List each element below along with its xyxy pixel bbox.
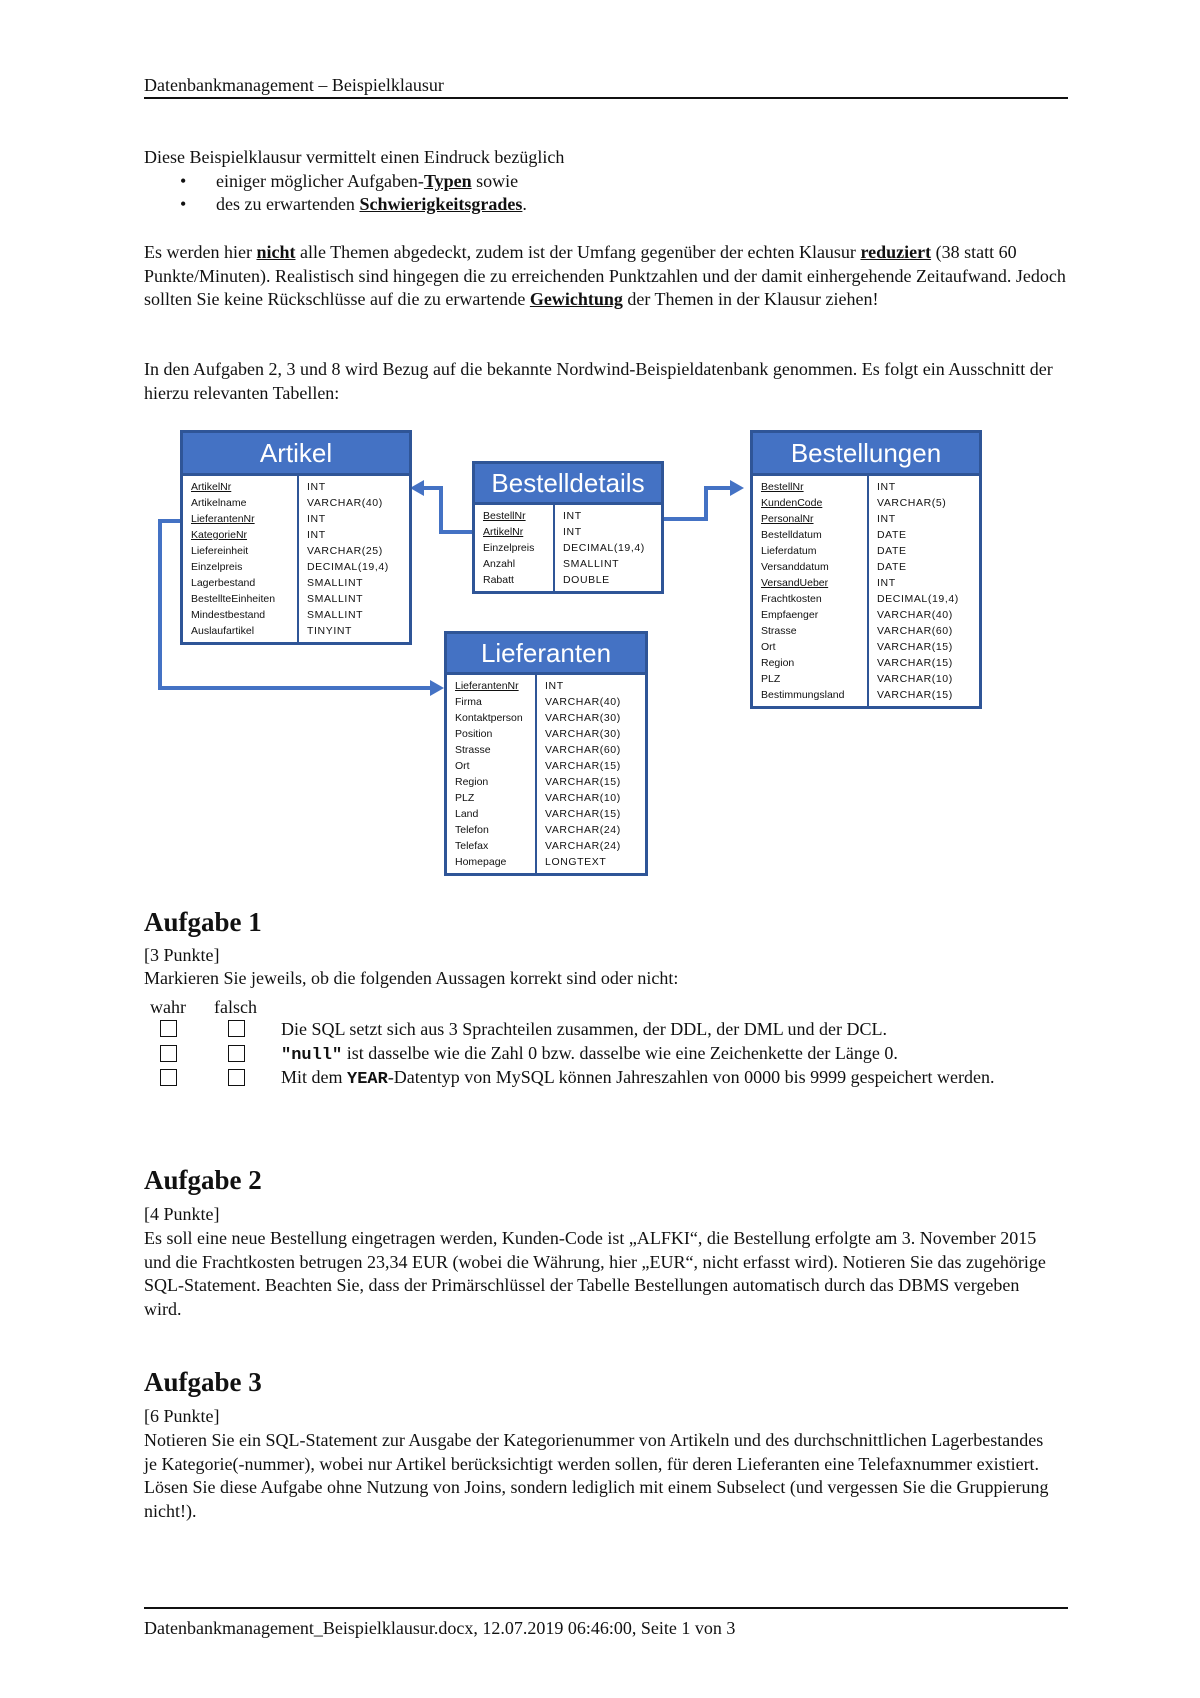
table-title: Bestelldetails — [475, 464, 661, 505]
field-type: INT — [563, 526, 582, 538]
field-name: Land — [455, 808, 479, 820]
field-name: Position — [455, 728, 493, 740]
table-lieferanten — [444, 631, 648, 876]
field-type: VARCHAR(15) — [545, 808, 621, 820]
field-type: VARCHAR(60) — [877, 625, 953, 637]
field-name: Empfaenger — [761, 609, 819, 621]
field-name: Telefax — [455, 840, 489, 852]
column-label-false: falsch — [214, 997, 257, 1017]
field-type: VARCHAR(15) — [877, 641, 953, 653]
field-type: DATE — [877, 545, 907, 557]
field-type: VARCHAR(25) — [307, 545, 383, 557]
field-name: Region — [455, 776, 489, 788]
field-name: Telefon — [455, 824, 489, 836]
table-bestellungen — [750, 430, 982, 709]
field-name: Liefereinheit — [191, 545, 249, 557]
field-type: INT — [877, 513, 896, 525]
intro-line: Diese Beispielklausur vermittelt einen Eindruck bezüglich — [144, 147, 565, 167]
connector-artikel-bestelldetails — [418, 488, 473, 532]
field-type: VARCHAR(15) — [877, 657, 953, 669]
aufgabe-1-points: [3 Punkte] — [144, 945, 220, 965]
field-name: Homepage — [455, 856, 507, 868]
statement-1: Die SQL setzt sich aus 3 Sprachteilen zusammen, der DDL, der DML und der DCL. — [281, 1019, 888, 1039]
field-name: Frachtkosten — [761, 593, 822, 605]
aufgabe-3-title: Aufgabe 3 — [144, 1367, 262, 1397]
field-name: Firma — [455, 696, 482, 708]
checkbox-false-2[interactable] — [228, 1045, 245, 1062]
field-type: INT — [877, 481, 896, 493]
field-type: VARCHAR(15) — [545, 760, 621, 772]
field-type: VARCHAR(5) — [877, 497, 947, 509]
field-name: PLZ — [761, 673, 781, 685]
field-name: Artikelname — [191, 497, 247, 509]
field-name: Anzahl — [483, 558, 516, 570]
field-type: VARCHAR(30) — [545, 712, 621, 724]
field-name: KundenCode — [761, 497, 823, 509]
statement-2: "null" ist dasselbe wie die Zahl 0 bzw. dasselbe wie eine Zeichenkette der Länge 0. — [281, 1043, 898, 1065]
field-name: Auslaufartikel — [191, 625, 255, 637]
field-type: DOUBLE — [563, 574, 610, 586]
field-type: TINYINT — [307, 625, 353, 637]
aufgabe-2-points: [4 Punkte] — [144, 1204, 220, 1224]
intro-paragraph-2: Es werden hier nicht alle Themen abgedeckt, zudem ist der Umfang gegenüber der echten Klausur reduziert (38 statt 60 Punkte/Minuten). Realistisch sind hingegen die zu erreichenden Punktzahlen und der damit einhergehende Zeitaufwand. Jedoch sollten Sie keine Rückschlüsse auf die zu erwartende Gewichtung der Themen in der Klausur ziehen! — [144, 242, 1066, 309]
field-type: VARCHAR(15) — [877, 689, 953, 701]
field-name: Strasse — [761, 625, 797, 637]
field-type: DECIMAL(19,4) — [563, 542, 645, 554]
aufgabe-1-title: Aufgabe 1 — [144, 907, 262, 937]
field-name: PLZ — [455, 792, 475, 804]
intro-paragraph-3: In den Aufgaben 2, 3 und 8 wird Bezug auf die bekannte Nordwind-Beispieldatenbank genommen. Es folgt ein Ausschnitt der hierzu relevanten Tabellen: — [144, 359, 1053, 403]
field-name: Region — [761, 657, 795, 669]
field-name: Einzelpreis — [191, 561, 243, 573]
checkbox-true-3[interactable] — [160, 1069, 177, 1086]
field-type: INT — [545, 680, 564, 692]
field-type: SMALLINT — [563, 558, 620, 570]
footer-rule — [144, 1607, 1068, 1609]
checkbox-false-3[interactable] — [228, 1069, 245, 1086]
column-label-true: wahr — [150, 997, 186, 1017]
field-type: VARCHAR(10) — [877, 673, 953, 685]
field-type: VARCHAR(10) — [545, 792, 621, 804]
field-type: VARCHAR(40) — [307, 497, 383, 509]
aufgabe-3-points: [6 Punkte] — [144, 1406, 220, 1426]
field-name: Ort — [761, 641, 776, 653]
field-name: Rabatt — [483, 574, 514, 586]
field-type: SMALLINT — [307, 593, 364, 605]
field-type: VARCHAR(40) — [877, 609, 953, 621]
field-type: VARCHAR(60) — [545, 744, 621, 756]
arrowhead-icon — [430, 680, 444, 696]
aufgabe-2-title: Aufgabe 2 — [144, 1165, 262, 1195]
table-title: Lieferanten — [447, 634, 645, 675]
table-title: Bestellungen — [753, 433, 979, 476]
checkbox-true-1[interactable] — [160, 1020, 177, 1037]
field-name: Strasse — [455, 744, 491, 756]
arrowhead-icon — [410, 480, 424, 496]
field-name: LieferantenNr — [455, 680, 519, 692]
field-name: ArtikelNr — [483, 526, 524, 538]
field-type: SMALLINT — [307, 609, 364, 621]
checkbox-false-1[interactable] — [228, 1020, 245, 1037]
field-type: VARCHAR(24) — [545, 824, 621, 836]
table-bestelldetails — [472, 461, 664, 594]
field-name: Bestimmungsland — [761, 689, 845, 701]
field-type: INT — [563, 510, 582, 522]
field-type: VARCHAR(30) — [545, 728, 621, 740]
field-type: INT — [307, 529, 326, 541]
field-name: VersandUeber — [761, 577, 829, 589]
field-type: INT — [307, 481, 326, 493]
field-type: VARCHAR(24) — [545, 840, 621, 852]
field-name: Ort — [455, 760, 470, 772]
field-name: BestellteEinheiten — [191, 593, 276, 605]
field-type: DATE — [877, 561, 907, 573]
field-type: SMALLINT — [307, 577, 364, 589]
aufgabe-2-text: Es soll eine neue Bestellung eingetragen werden, Kunden-Code ist „ALFKI“, die Bestellung erfolgte am 3. November 2015 und die Frachtkosten betrugen 23,34 EUR (wobei die Währung, hier „EUR“, nicht erfasst wird). Notieren Sie das zugehörige SQL-Statement. Beachten Sie, dass der Primärschlüssel der Tabelle Bestellungen automatisch durch das DBMS vergeben wird. — [144, 1228, 1046, 1319]
field-name: Lieferdatum — [761, 545, 817, 557]
field-type: VARCHAR(15) — [545, 776, 621, 788]
field-type: INT — [307, 513, 326, 525]
field-name: Einzelpreis — [483, 542, 535, 554]
field-name: BestellNr — [483, 510, 526, 522]
table-title: Artikel — [183, 433, 409, 476]
aufgabe-1-instruction: Markieren Sie jeweils, ob die folgenden Aussagen korrekt sind oder nicht: — [144, 968, 679, 988]
field-name: Lagerbestand — [191, 577, 256, 589]
connector-bestelldetails-bestellungen — [660, 488, 734, 519]
statement-3: Mit dem YEAR-Datentyp von MySQL können Jahreszahlen von 0000 bis 9999 gespeichert werden. — [281, 1067, 995, 1089]
field-name: PersonalNr — [761, 513, 814, 525]
field-type: VARCHAR(40) — [545, 696, 621, 708]
field-name: Bestelldatum — [761, 529, 822, 541]
aufgabe-3-text: Notieren Sie ein SQL-Statement zur Ausgabe der Kategorienummer von Artikeln und des durchschnittlichen Lagerbestandes je Kategorie(-nummer), wobei nur Artikel berücksichtigt werden sollen, für deren Lieferanten eine Telefaxnummer existiert. Lösen Sie diese Aufgabe ohne Nutzung von Joins, sondern lediglich mit einem Subselect (und vergessen Sie die Gruppierung nicht!). — [144, 1430, 1049, 1521]
field-name: Kontaktperson — [455, 712, 523, 724]
field-name: BestellNr — [761, 481, 804, 493]
list-item: • des zu erwartenden Schwierigkeitsgrades. — [180, 194, 527, 214]
list-item: • einiger möglicher Aufgaben-Typen sowie — [180, 170, 519, 191]
page-footer: Datenbankmanagement_Beispielklausur.docx, 12.07.2019 06:46:00, Seite 1 von 3 — [144, 1618, 736, 1638]
checkbox-true-2[interactable] — [160, 1045, 177, 1062]
field-name: ArtikelNr — [191, 481, 232, 493]
table-artikel — [180, 430, 412, 645]
arrowhead-icon — [730, 480, 744, 496]
field-name: LieferantenNr — [191, 513, 255, 525]
field-type: DATE — [877, 529, 907, 541]
field-name: KategorieNr — [191, 529, 248, 541]
field-type: INT — [877, 577, 896, 589]
field-type: LONGTEXT — [545, 856, 607, 868]
field-type: DECIMAL(19,4) — [877, 593, 959, 605]
field-name: Versanddatum — [761, 561, 829, 573]
page-header: Datenbankmanagement – Beispielklausur — [144, 75, 444, 95]
field-type: DECIMAL(19,4) — [307, 561, 389, 573]
field-name: Mindestbestand — [191, 609, 266, 621]
